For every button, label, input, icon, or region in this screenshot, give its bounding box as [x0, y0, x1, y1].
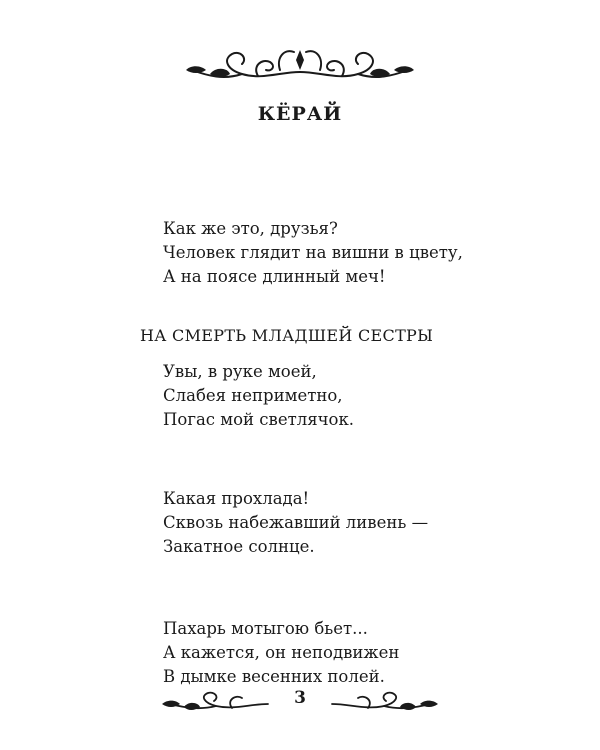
- poem-line: Слабея неприметно,: [163, 386, 343, 405]
- poem-line: Человек глядит на вишни в цвету,: [163, 243, 463, 262]
- poem-line: Закатное солнце.: [163, 537, 315, 556]
- poem-line: А кажется, он неподвижен: [163, 643, 400, 662]
- poem-line: В дымке весенних полей.: [163, 667, 385, 686]
- poem-line: Какая прохлада!: [163, 489, 310, 508]
- right-flourish-icon: [330, 688, 440, 714]
- stanza: [163, 217, 463, 289]
- stanza: [163, 487, 428, 559]
- poem-line: Погас мой светлячок.: [163, 410, 355, 429]
- author-heading: КЁРАЙ: [257, 103, 343, 125]
- poem-line: Сквозь набежавший ливень —: [163, 513, 429, 532]
- page-number: 3: [294, 688, 306, 708]
- poem-line: Пахарь мотыгою бьет...: [163, 619, 368, 638]
- stanza: [163, 360, 354, 432]
- poem-line: Как же это, друзья?: [163, 219, 338, 238]
- stanza: [163, 617, 399, 689]
- flourish-ornament-icon: [180, 40, 420, 90]
- page-footer: [150, 684, 450, 720]
- poem-line: Увы, в руке моей,: [163, 362, 317, 381]
- poem-title: НА СМЕРТЬ МЛАДШЕЙ СЕСТРЫ: [140, 326, 434, 345]
- poem-line: А на поясе длинный меч!: [163, 267, 386, 286]
